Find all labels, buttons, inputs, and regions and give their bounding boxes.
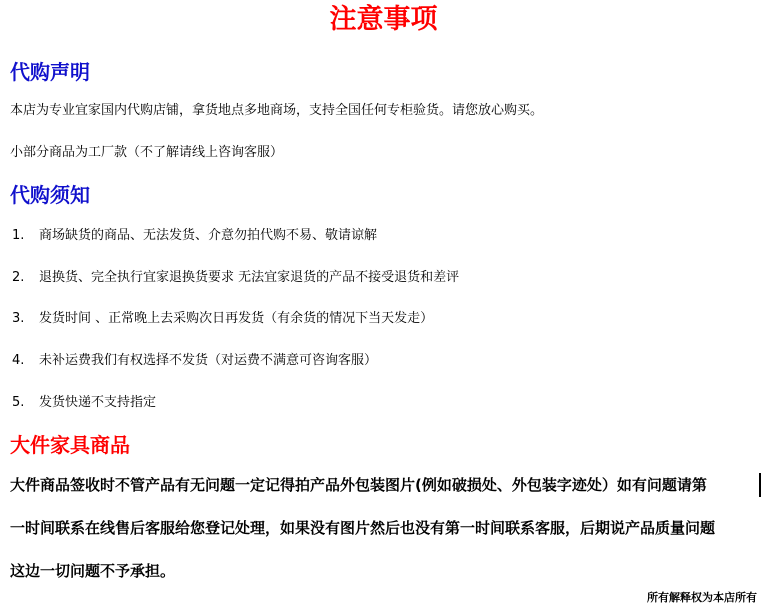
page-title: 注意事项	[329, 4, 438, 35]
furniture-paragraph-line-2: 一时间联系在线售后客服给您登记处理，如果没有图片然后也没有第一时间联系客服，后期说产品质量问题	[10, 519, 716, 537]
section-heading-purchase-statement: 代购声明	[10, 60, 90, 84]
list-item-text: 未补运费我们有权选择不发货（对运费不满意可咨询客服）	[39, 353, 378, 368]
notes-list-item	[12, 268, 459, 288]
notes-list-item	[12, 309, 433, 329]
list-item-number: 3.	[12, 311, 25, 326]
footer-rights-note: 所有解释权为本店所有	[647, 591, 757, 604]
list-item-text: 发货快递不支持指定	[39, 395, 157, 410]
list-item-number: 2.	[12, 270, 25, 285]
furniture-paragraph-line-3: 这边一切问题不予承担。	[10, 562, 176, 580]
section-heading-purchase-notes: 代购须知	[10, 183, 90, 207]
statement-paragraph-1: 本店为专业宜家国内代购店铺，拿货地点多地商场，支持全国任何专柜验货。请您放心购买。	[10, 103, 544, 118]
notes-list-item	[12, 393, 156, 413]
list-item-text: 商场缺货的商品、无法发货、介意勿拍代购不易、敬请谅解	[39, 228, 378, 243]
text-cursor	[759, 473, 761, 497]
notes-list-item	[12, 226, 377, 246]
furniture-paragraph-line-1: 大件商品签收时不管产品有无问题一定记得拍产品外包装图片(例如破损处、外包装字迹处）如有问题请第	[10, 476, 707, 494]
list-item-text: 发货时间 、正常晚上去采购次日再发货（有余货的情况下当天发走）	[39, 311, 434, 326]
list-item-number: 5.	[12, 395, 25, 410]
statement-paragraph-2: 小部分商品为工厂款（不了解请线上咨询客服）	[10, 145, 284, 160]
list-item-text: 退换货、完全执行宜家退换货要求 无法宜家退货的产品不接受退货和差评	[39, 270, 460, 285]
list-item-number: 1.	[12, 228, 25, 243]
section-heading-large-furniture: 大件家具商品	[10, 433, 130, 457]
notes-list-item	[12, 351, 377, 371]
list-item-number: 4.	[12, 353, 25, 368]
